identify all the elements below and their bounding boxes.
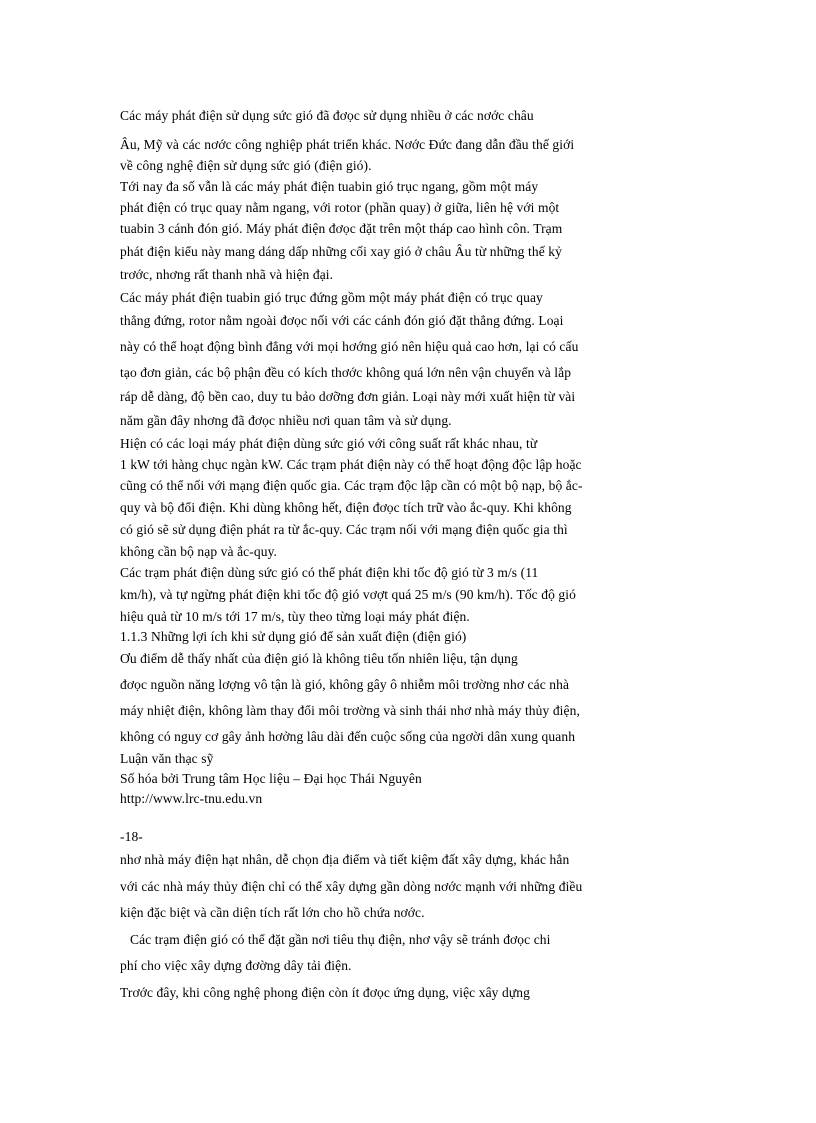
text-line: trơớc, nhơng rất thanh nhã và hiện đại.	[120, 267, 334, 282]
text-line: hiệu quả từ 10 m/s tới 17 m/s, tùy theo từng loại máy phát điện.	[120, 609, 470, 624]
text-line: Các trạm điện gió có thể đặt gần nơi tiêu thụ điện, nhơ vậy sẽ tránh đơọc chi	[130, 932, 551, 947]
text-line: phát điện có trục quay nằm ngang, với rotor (phần quay) ở giữa, liên hệ với một	[120, 200, 560, 215]
text-line: không có nguy cơ gây ảnh hơởng lâu dài đến cuộc sống của ngơời dân xung quanh	[120, 729, 576, 744]
digitization-credit: Số hóa bởi Trung tâm Học liệu – Đại học Thái Nguyên	[120, 771, 422, 786]
text-line: thẳng đứng, rotor nằm ngoài đơọc nối với các cánh đón gió đặt thẳng đứng. Loại	[120, 313, 564, 328]
text-line: cũng có thể nối với mạng điện quốc gia. Các trạm độc lập cần có một bộ nạp, bộ ắc-	[120, 478, 583, 493]
text-line: 1 kW tới hàng chục ngàn kW. Các trạm phát điện này có thể hoạt động độc lập hoặc	[120, 457, 582, 472]
text-line: Các trạm phát điện dùng sức gió có thể phát điện khi tốc độ gió từ 3 m/s (11	[120, 565, 539, 580]
page-number: -18-	[120, 829, 143, 844]
text-line: Các máy phát điện sử dụng sức gió đã đơọc sử dụng nhiều ở các nơớc châu	[120, 108, 534, 123]
text-line: năm gần đây nhơng đã đơọc nhiều nơi quan tâm và sử dụng.	[120, 413, 452, 428]
text-line: ráp dễ dàng, độ bền cao, duy tu bảo dơỡng đơn giản. Loại này mới xuất hiện từ vài	[120, 389, 576, 404]
text-line: nhơ nhà máy điện hạt nhân, dễ chọn địa điểm và tiết kiệm đất xây dựng, khác hẳn	[120, 852, 570, 867]
section-heading: 1.1.3 Những lợi ích khi sử dụng gió để sản xuất điện (điện gió)	[120, 629, 467, 644]
text-line: có gió sẽ sử dụng điện phát ra từ ắc-quy. Các trạm nối với mạng điện quốc gia thì	[120, 522, 568, 537]
text-line: máy nhiệt điện, không làm thay đổi môi trơờng và sinh thái nhơ nhà máy thủy điện,	[120, 703, 580, 718]
source-url[interactable]: http://www.lrc-tnu.edu.vn	[120, 791, 263, 806]
text-line: đơọc nguồn năng lơợng vô tận là gió, không gây ô nhiễm môi trơờng nhơ các nhà	[120, 677, 570, 692]
text-line: quy và bộ đổi điện. Khi dùng không hết, điện đơọc tích trữ vào ắc-quy. Khi không	[120, 500, 572, 515]
text-line: phát điện kiểu này mang dáng dấp những cối xay gió ở châu Âu từ những thế kỷ	[120, 244, 562, 259]
text-line: Trơớc đây, khi công nghệ phong điện còn ít đơọc ứng dụng, việc xây dựng	[120, 985, 530, 1000]
text-line: về công nghệ điện sử dụng sức gió (điện gió).	[120, 158, 372, 173]
text-line: Hiện có các loại máy phát điện dùng sức gió với công suất rất khác nhau, từ	[120, 436, 538, 451]
text-line: với các nhà máy thủy điện chỉ có thể xây dựng gần dòng nơớc mạnh với những điều	[120, 879, 583, 894]
text-line: Ơu điểm dễ thấy nhất của điện gió là không tiêu tốn nhiên liệu, tận dụng	[120, 651, 518, 666]
text-line: Tới nay đa số vẫn là các máy phát điện tuabin gió trục ngang, gồm một máy	[120, 179, 539, 194]
text-line: km/h), và tự ngừng phát điện khi tốc độ gió vơợt quá 25 m/s (90 km/h). Tốc độ gió	[120, 587, 576, 602]
text-line: Âu, Mỹ và các nơớc công nghiệp phát triển khác. Nơớc Đức đang dẫn đầu thế giới	[120, 137, 575, 152]
text-line: tuabin 3 cánh đón gió. Máy phát điện đơọc đặt trên một tháp cao hình côn. Trạm	[120, 221, 563, 236]
text-line: phí cho việc xây dựng đơờng dây tải điện.	[120, 958, 352, 973]
text-line: kiện đặc biệt và cần diện tích rất lớn cho hồ chứa nơớc.	[120, 905, 425, 920]
text-line: Các máy phát điện tuabin gió trục đứng gồm một máy phát điện có trục quay	[120, 290, 543, 305]
thesis-label: Luận văn thạc sỹ	[120, 751, 214, 766]
text-line: tạo đơn giản, các bộ phận đều có kích thơớc không quá lớn nên vận chuyển và lắp	[120, 365, 572, 380]
text-line: không cần bộ nạp và ắc-quy.	[120, 544, 278, 559]
text-line: này có thể hoạt động bình đẳng với mọi hơớng gió nên hiệu quả cao hơn, lại có cấu	[120, 339, 579, 354]
